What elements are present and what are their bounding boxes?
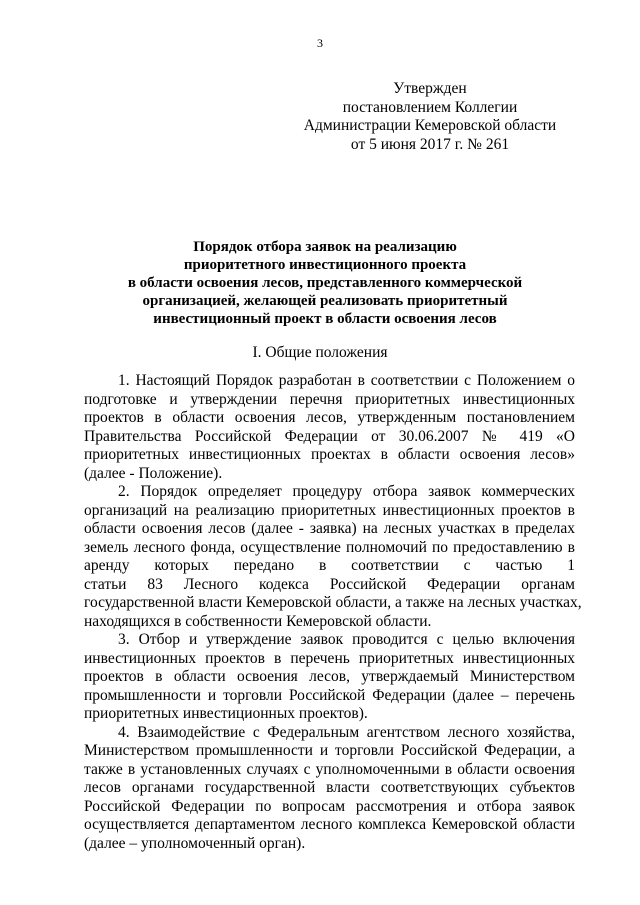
paragraph-line: подготовке и утверждении перечня приоритетных инвестиционных bbox=[84, 390, 575, 408]
approval-stamp bbox=[300, 80, 560, 154]
approval-line: Администрации Кемеровской области bbox=[303, 117, 557, 134]
paragraph-line: (далее - Положение). bbox=[84, 464, 223, 482]
paragraph-line: приоритетных инвестиционных проектах в области освоения лесов» bbox=[84, 446, 575, 463]
paragraph-line: (далее – уполномоченный орган). bbox=[84, 834, 306, 852]
paragraph-line: 1. Настоящий Порядок разработан в соответствии с Положением о bbox=[118, 372, 575, 389]
paragraph-line: проектов в области освоения лесов, утверждаемый Министерством bbox=[84, 668, 575, 685]
paragraph-line: государственной власти Кемеровской области, а также на лесных участках, bbox=[84, 594, 582, 611]
title-line: организацией, желающей реализовать приоритетный bbox=[142, 293, 508, 309]
paragraph-3 bbox=[84, 631, 575, 724]
section-heading: I. Общие положения bbox=[252, 344, 388, 361]
paragraph-line: организаций на реализацию приоритетных инвестиционных проектов в bbox=[84, 501, 575, 519]
approval-line: Утвержден bbox=[393, 80, 467, 97]
paragraph-line: 4. Взаимодействие с Федеральным агентством лесного хозяйства, bbox=[118, 723, 575, 741]
paragraph-line: Правительства Российской Федерации от 30.06.2007 № 419 «О bbox=[84, 427, 575, 445]
title-line: Порядок отбора заявок на реализацию bbox=[193, 239, 457, 255]
paragraph-line: проектов в области освоения лесов, утвержденным постановлением bbox=[84, 409, 575, 426]
approval-line: постановлением Коллегии bbox=[342, 98, 518, 116]
approval-line: от 5 июня 2017 г. № 261 bbox=[350, 135, 510, 153]
paragraph-line: Российской Федерации по вопросам рассмотрения и отбора заявок bbox=[84, 797, 575, 815]
title-line: инвестиционный проект в области освоения лесов bbox=[153, 311, 497, 327]
paragraph-1 bbox=[84, 372, 575, 483]
paragraph-line: промышленности и торговли Российской Федерации (далее – перечень bbox=[84, 686, 575, 704]
page-number: 3 bbox=[317, 36, 323, 50]
paragraph-line: осуществляется департаментом лесного комплекса Кемеровской области bbox=[84, 816, 575, 833]
paragraph-line: находящихся в собственности Кемеровской области. bbox=[84, 612, 432, 630]
title-line: приоритетного инвестиционного проекта bbox=[183, 257, 467, 273]
paragraph-line: области освоения лесов (далее - заявка) на лесных участках в пределах bbox=[84, 520, 575, 537]
paragraph-line: 2. Порядок определяет процедуру отбора заявок коммерческих bbox=[118, 483, 575, 500]
paragraph-line: также в установленных случаях с уполномоченными в области освоения bbox=[84, 760, 575, 778]
document-title bbox=[60, 238, 590, 328]
body-text bbox=[84, 372, 582, 853]
paragraph-line: инвестиционных проектов в перечень приоритетных инвестиционных bbox=[84, 649, 575, 667]
title-line: в области освоения лесов, представленного коммерческой bbox=[127, 275, 523, 291]
paragraph-4 bbox=[84, 724, 575, 854]
paragraph-2 bbox=[84, 483, 582, 631]
paragraph-line: Министерством промышленности и торговли Российской Федерации, а bbox=[84, 742, 575, 759]
paragraph-line: 3. Отбор и утверждение заявок проводится с целью включения bbox=[118, 631, 575, 648]
paragraph-line: лесов органами государственной власти соответствующих субъектов bbox=[84, 779, 575, 796]
paragraph-line: приоритетных инвестиционных проектов). bbox=[84, 705, 368, 722]
paragraph-line: земель лесного фонда, осуществление полномочий по предоставлению в bbox=[84, 538, 575, 556]
paragraph-line: аренду которых передано в соответствии с частью 1 bbox=[84, 557, 575, 574]
paragraph-line: статьи 83 Лесного кодекса Российской Федерации органам bbox=[84, 575, 575, 593]
